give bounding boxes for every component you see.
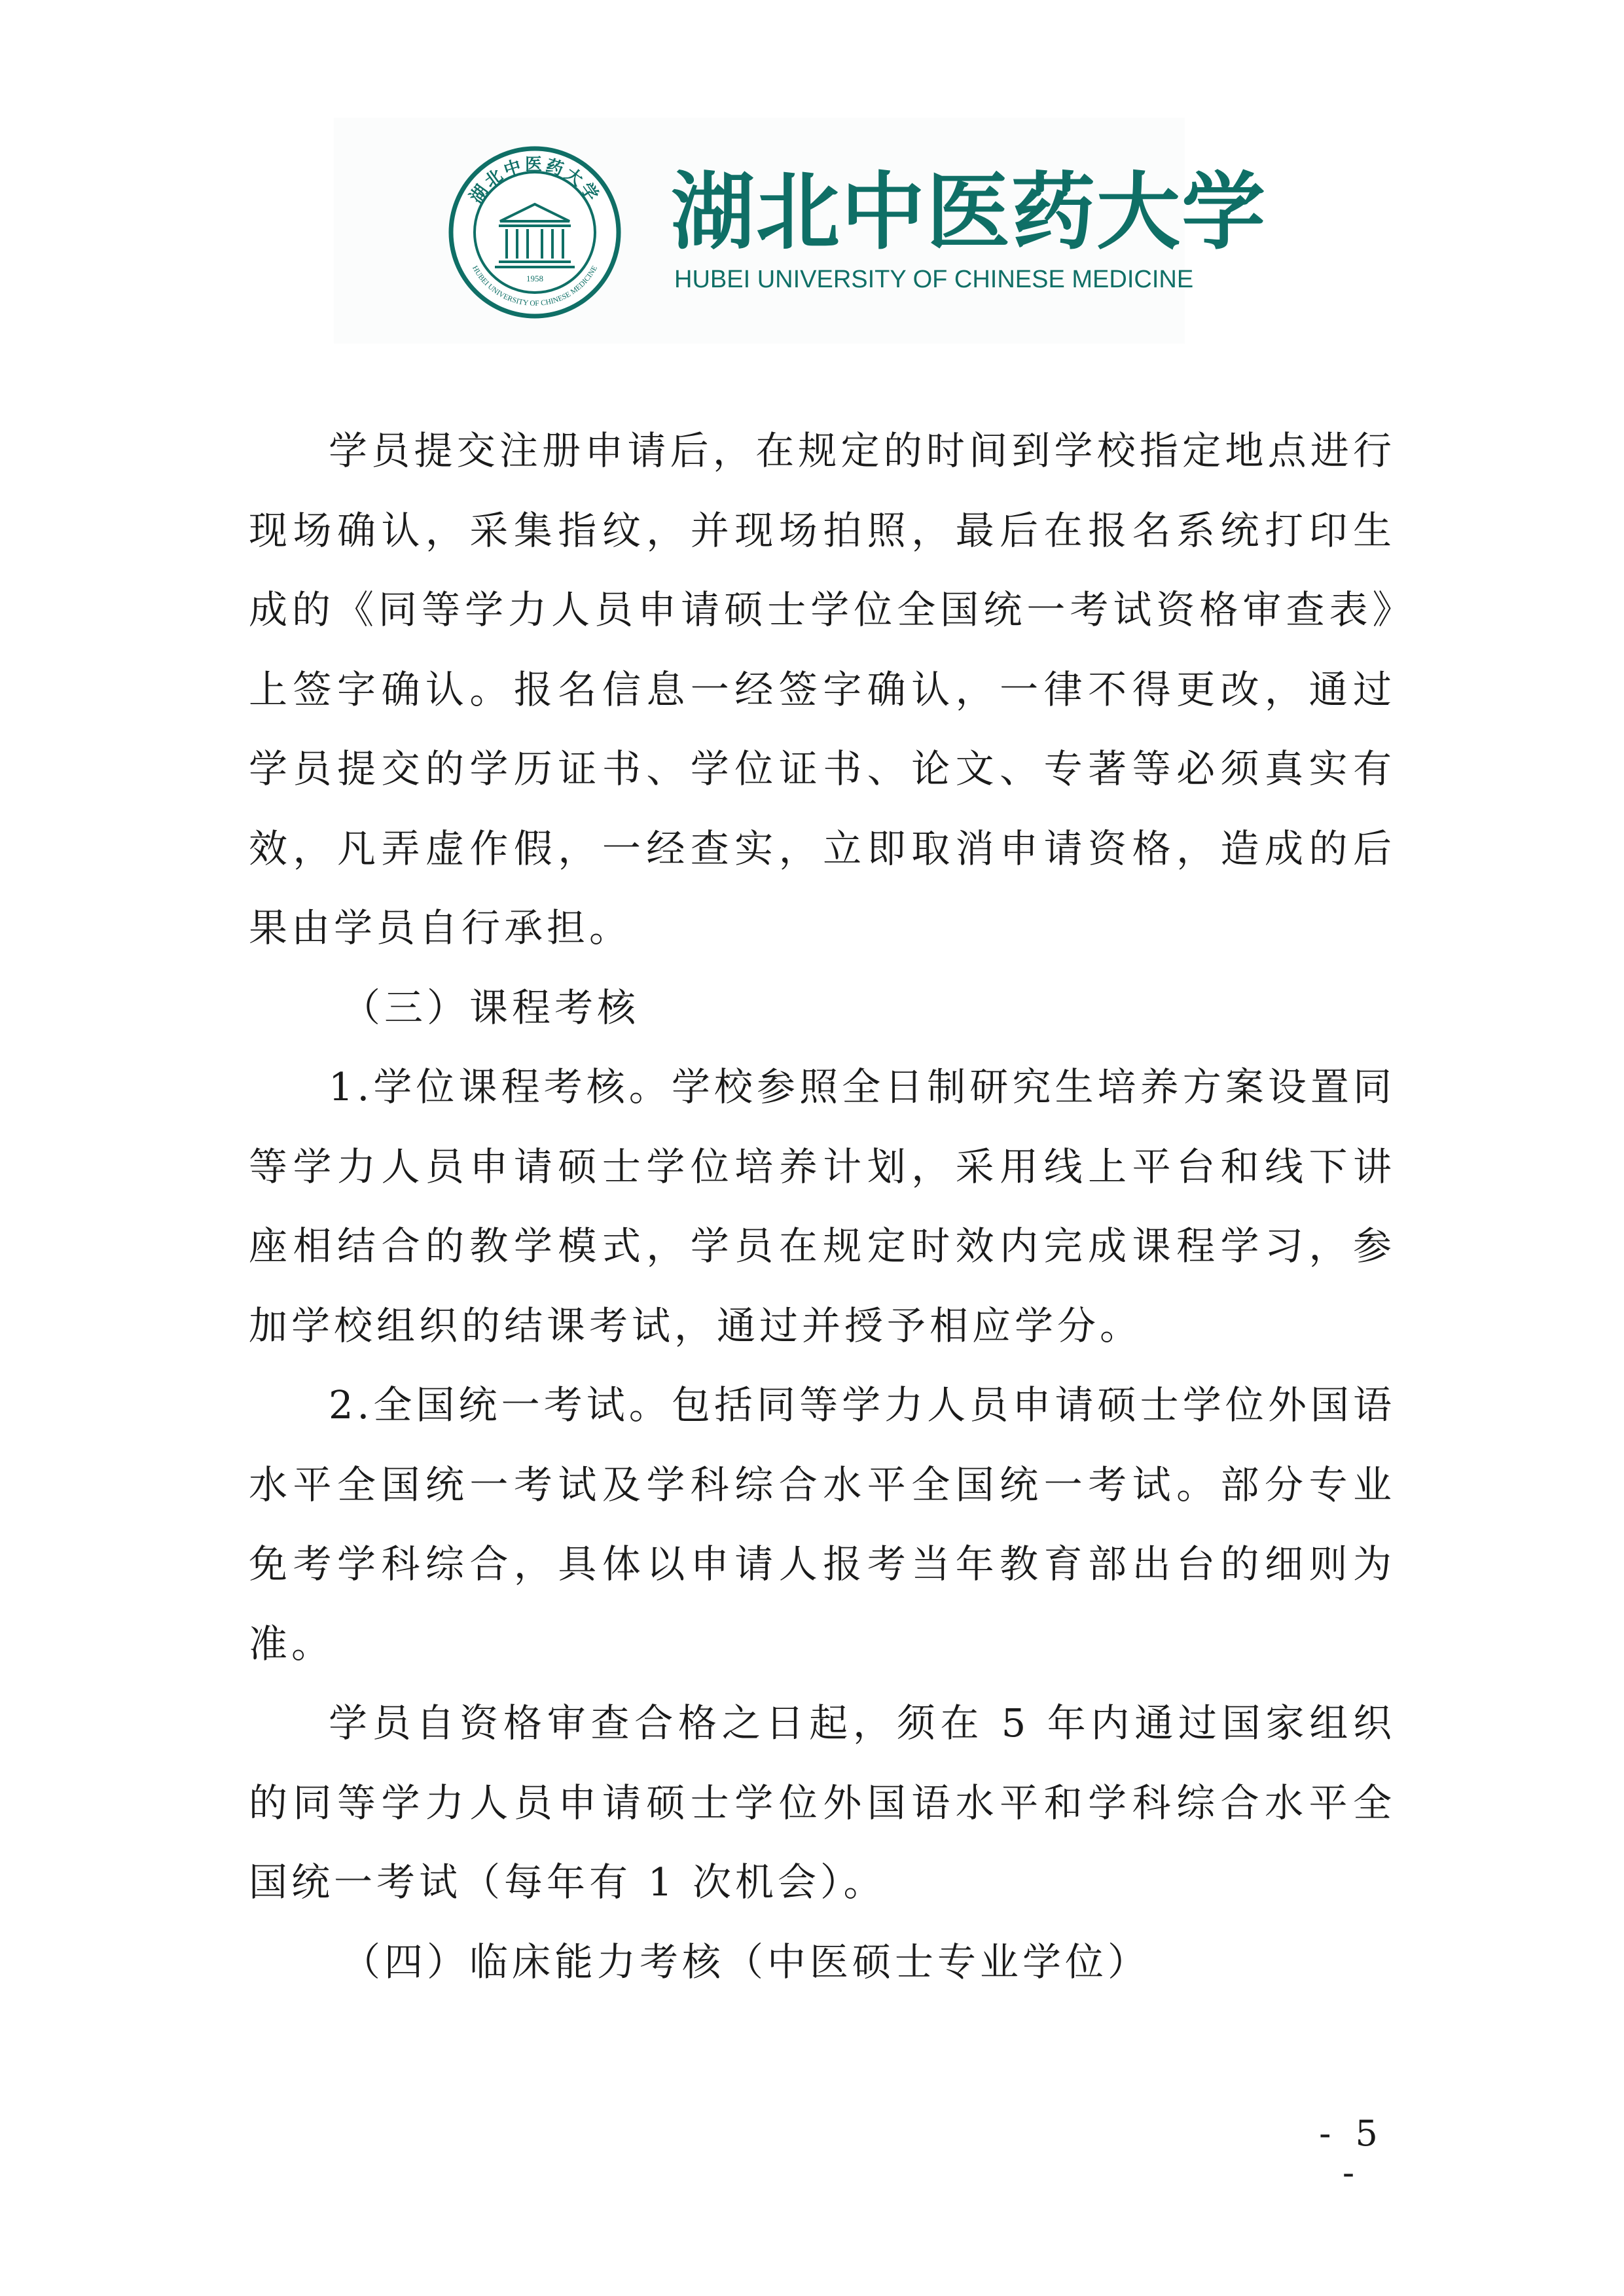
university-name-en: HUBEI UNIVERSITY OF CHINESE MEDICINE <box>674 266 1194 293</box>
section-heading-clinical-assessment: （四）临床能力考核（中医硕士专业学位） <box>342 1939 1151 1984</box>
seal-bottom-text: HUBEI UNIVERSITY OF CHINESE MEDICINE <box>470 264 599 308</box>
university-name-cn: 湖北中医药大学 <box>671 164 1267 261</box>
university-seal-icon <box>446 144 623 321</box>
letterhead <box>334 118 1267 344</box>
section-heading-course-assessment: （三）课程考核 <box>342 984 640 1030</box>
paragraph-degree-course: 1.学位课程考核。学校参照全日制研究生培养方案设置同等学力人员申请硕士学位培养计划，采用线上平台和线下讲座相结合的教学模式，学员在规定时效内完成课程学习，参加学校组织的结课考试，通过并授予相应学分。 <box>249 1064 1396 1348</box>
paragraph-national-exam: 2.全国统一考试。包括同等学力人员申请硕士学位外国语水平全国统一考试及学科综合水平全国统一考试。部分专业免考学科综合，具体以申请人报考当年教育部出台的细则为准。 <box>249 1382 1396 1666</box>
seal-top-text: 湖北中医药大学 <box>466 155 604 207</box>
paragraph-registration: 学员提交注册申请后，在规定的时间到学校指定地点进行现场确认，采集指纹，并现场拍照，最后在报名系统打印生成的《同等学力人员申请硕士学位全国统一考试资格审查表》上签字确认。报名信息一经签字确认，一律不得更改，通过学员提交的学历证书、学位证书、论文、专著等必须真实有效，凡弄虚作假，一经查实，立即取消申请资格，造成的后果由学员自行承担。 <box>249 428 1396 950</box>
document-body <box>249 411 1396 2001</box>
paragraph-exam-deadline: 学员自资格审查合格之日起，须在 5 年内通过国家组织的同等学力人员申请硕士学位外国语水平和学科综合水平全国统一考试（每年有 1 次机会）。 <box>249 1700 1396 1905</box>
seal-year: 1958 <box>526 274 543 283</box>
page-number: - 5 - <box>1319 2113 1384 2193</box>
